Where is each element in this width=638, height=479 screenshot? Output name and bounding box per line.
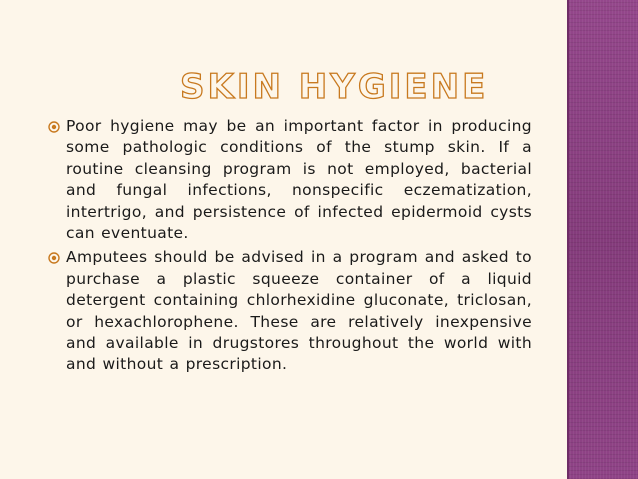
circled-dot-icon <box>48 252 60 264</box>
circled-dot-icon <box>48 121 60 133</box>
bullet-item <box>48 116 532 244</box>
decorative-side-band <box>567 0 638 479</box>
slide-title: SKIN HYGIENE <box>180 67 489 107</box>
slide-title-graphic <box>130 60 489 108</box>
bullet-text: Amputees should be advised in a program and asked to purchase a plastic squeeze container of a liquid detergent containing chlorhexidine gluconate, triclosan, or hexachlorophene. These are relatively inexpensive and available in drugstores throughout the world with and without a prescription. <box>66 248 532 374</box>
bullet-text: Poor hygiene may be an important factor in producing some pathologic conditions of the stump skin. If a routine cleansing program is not employed, bacterial and fungal infections, nonspecific eczematization, intertrigo, and persistence of infected epidermoid cysts can eventuate. <box>66 117 532 243</box>
slide-title-container <box>130 60 489 108</box>
bullet-item <box>48 247 532 375</box>
slide-body <box>48 116 532 379</box>
side-band-edge <box>567 0 569 479</box>
